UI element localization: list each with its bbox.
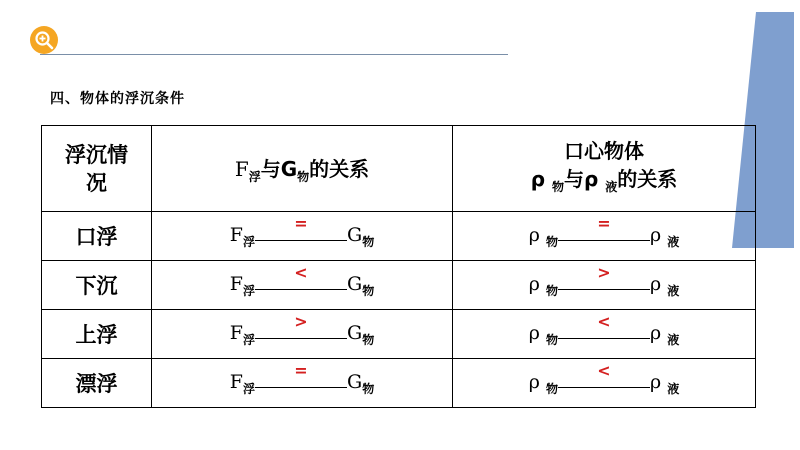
f-symbol: F bbox=[229, 322, 243, 345]
rho-object-symbol: ρ bbox=[528, 273, 546, 296]
rho-object-symbol: ρ bbox=[528, 322, 546, 345]
rho-liquid-sub: 液 bbox=[667, 381, 680, 396]
f-sub: 浮 bbox=[242, 234, 255, 249]
rho-liquid-symbol: ρ bbox=[650, 322, 668, 345]
header-state bbox=[42, 126, 152, 212]
force-answer: < bbox=[294, 263, 308, 283]
f-sub: 浮 bbox=[242, 332, 255, 347]
header-rho2-sub: 液 bbox=[605, 179, 618, 194]
f-symbol: F bbox=[229, 224, 243, 247]
zoom-in-icon[interactable] bbox=[30, 26, 58, 54]
answer-blank[interactable] bbox=[255, 361, 347, 388]
table-body bbox=[42, 212, 756, 408]
header-f-sub: 浮 bbox=[248, 169, 261, 184]
state-cell: 漂浮 bbox=[42, 359, 152, 408]
rho-liquid-sub: 液 bbox=[667, 234, 680, 249]
rho-liquid-sub: 液 bbox=[667, 332, 680, 347]
header-f: F bbox=[234, 156, 249, 181]
density-answer: > bbox=[597, 263, 611, 283]
g-sub: 物 bbox=[362, 381, 375, 396]
table-row bbox=[42, 359, 756, 408]
force-relation-cell bbox=[152, 310, 453, 359]
header-force-tail: 的关系 bbox=[309, 156, 370, 181]
rho-liquid-symbol: ρ bbox=[650, 224, 668, 247]
header-state-line1: 浮沉情 bbox=[65, 142, 128, 167]
table-row bbox=[42, 310, 756, 359]
rho-object-sub: 物 bbox=[545, 234, 558, 249]
g-symbol: G bbox=[347, 273, 363, 296]
header-g-sub: 物 bbox=[297, 169, 310, 184]
section-title: 四、物体的浮沉条件 bbox=[50, 91, 185, 107]
answer-blank[interactable] bbox=[558, 361, 650, 388]
density-relation-cell bbox=[453, 359, 756, 408]
g-symbol: G bbox=[347, 224, 363, 247]
answer-blank[interactable] bbox=[558, 312, 650, 339]
rho-object-sub: 物 bbox=[545, 381, 558, 396]
f-sub: 浮 bbox=[242, 283, 255, 298]
header-density-mid: 与ρ bbox=[564, 166, 606, 191]
rho-object-symbol: ρ bbox=[528, 224, 546, 247]
density-relation-cell bbox=[453, 212, 756, 261]
header-rho1: ρ bbox=[530, 166, 552, 191]
density-answer: = bbox=[597, 214, 611, 234]
header-density-tail: 的关系 bbox=[617, 166, 678, 191]
force-answer: = bbox=[294, 214, 308, 234]
f-sub: 浮 bbox=[242, 381, 255, 396]
header-rho1-sub: 物 bbox=[551, 179, 564, 194]
answer-blank[interactable] bbox=[255, 263, 347, 290]
table-row bbox=[42, 212, 756, 261]
answer-blank[interactable] bbox=[558, 214, 650, 241]
f-symbol: F bbox=[229, 273, 243, 296]
header-density-relation bbox=[453, 126, 756, 212]
header-density-line1: 口心物体 bbox=[564, 138, 644, 163]
force-relation-cell bbox=[152, 212, 453, 261]
float-sink-table bbox=[41, 125, 756, 408]
g-symbol: G bbox=[347, 322, 363, 345]
force-relation-cell bbox=[152, 261, 453, 310]
rho-object-sub: 物 bbox=[545, 332, 558, 347]
rho-liquid-sub: 液 bbox=[667, 283, 680, 298]
force-answer: = bbox=[294, 361, 308, 381]
answer-blank[interactable] bbox=[255, 214, 347, 241]
density-answer: < bbox=[597, 312, 611, 332]
density-relation-cell bbox=[453, 261, 756, 310]
answer-blank[interactable] bbox=[558, 263, 650, 290]
state-cell: 上浮 bbox=[42, 310, 152, 359]
rho-liquid-symbol: ρ bbox=[650, 273, 668, 296]
answer-blank[interactable] bbox=[255, 312, 347, 339]
g-symbol: G bbox=[347, 371, 363, 394]
header-divider bbox=[40, 54, 508, 55]
g-sub: 物 bbox=[362, 234, 375, 249]
header-force-mid: 与G bbox=[260, 156, 298, 181]
table-row bbox=[42, 261, 756, 310]
g-sub: 物 bbox=[362, 283, 375, 298]
g-sub: 物 bbox=[362, 332, 375, 347]
force-answer: > bbox=[294, 312, 308, 332]
table-header-row bbox=[42, 126, 756, 212]
state-cell: 下沉 bbox=[42, 261, 152, 310]
header-force-relation bbox=[152, 126, 453, 212]
f-symbol: F bbox=[229, 371, 243, 394]
header-state-line2: 况 bbox=[86, 170, 107, 195]
density-answer: < bbox=[597, 361, 611, 381]
rho-object-sub: 物 bbox=[545, 283, 558, 298]
rho-liquid-symbol: ρ bbox=[650, 371, 668, 394]
density-relation-cell bbox=[453, 310, 756, 359]
force-relation-cell bbox=[152, 359, 453, 408]
state-cell: 口浮 bbox=[42, 212, 152, 261]
rho-object-symbol: ρ bbox=[528, 371, 546, 394]
